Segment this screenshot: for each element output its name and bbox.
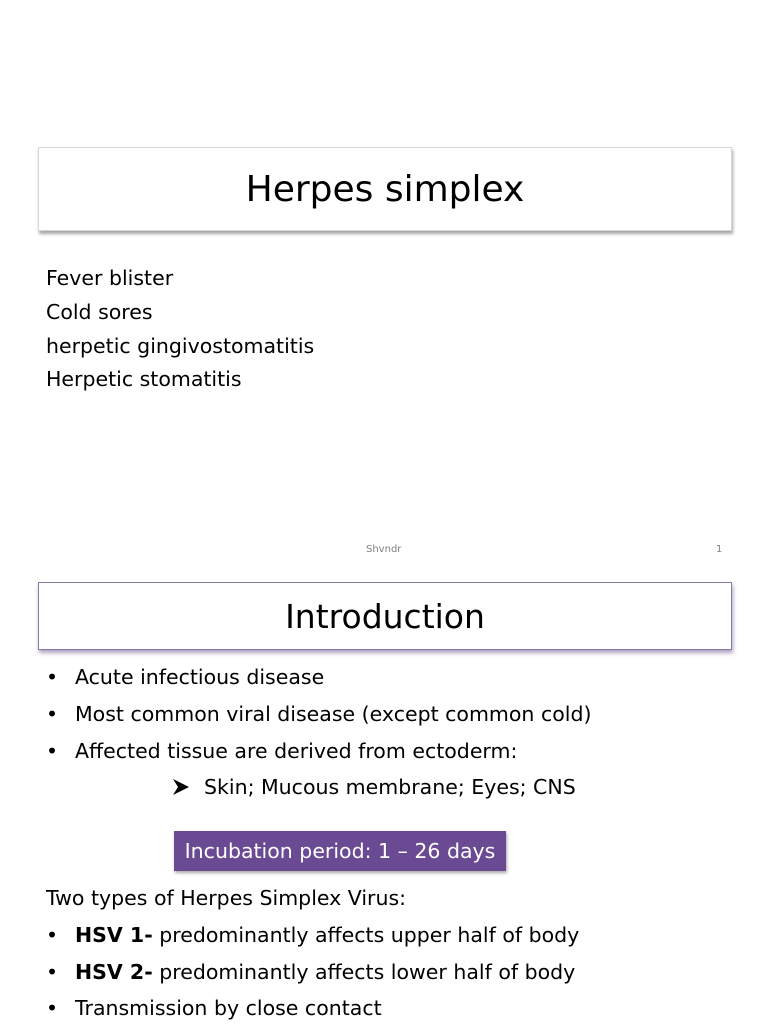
bullet-dot: • bbox=[46, 996, 59, 1020]
bullet-dot: • bbox=[46, 960, 59, 984]
slide1-footer-author: Shvndr bbox=[366, 544, 402, 555]
intro-bullet-3: Affected tissue are derived from ectoderm: bbox=[75, 739, 518, 763]
slide1-page-number: 1 bbox=[716, 544, 723, 555]
hsv1-line bbox=[75, 925, 579, 946]
hsv2-text: predominantly affects lower half of body bbox=[152, 960, 576, 984]
slide2-title: Introduction bbox=[38, 582, 732, 650]
arrow-bullet-icon bbox=[172, 778, 190, 796]
bullet-dot: • bbox=[46, 923, 59, 947]
hsv2-label: HSV 2- bbox=[75, 960, 153, 984]
hsv2-line bbox=[75, 962, 575, 983]
slide1-title: Herpes simplex bbox=[38, 147, 732, 231]
types-heading: Two types of Herpes Simplex Virus: bbox=[46, 886, 407, 910]
intro-sub-item: Skin; Mucous membrane; Eyes; CNS bbox=[204, 775, 576, 799]
bullet-dot: • bbox=[46, 702, 59, 726]
incubation-badge: Incubation period: 1 – 26 days bbox=[174, 831, 506, 871]
slide1-line-cold-sores: Cold sores bbox=[46, 300, 153, 324]
slide1-line-gingivostomatitis: herpetic gingivostomatitis bbox=[46, 334, 315, 358]
hsv1-label: HSV 1- bbox=[75, 923, 153, 947]
bullet-dot: • bbox=[46, 739, 59, 763]
intro-bullet-1: Acute infectious disease bbox=[75, 665, 325, 689]
slide1-line-fever-blister: Fever blister bbox=[46, 266, 174, 290]
slide1-line-stomatitis: Herpetic stomatitis bbox=[46, 367, 242, 391]
transmission-line: Transmission by close contact bbox=[75, 996, 382, 1020]
bullet-dot: • bbox=[46, 665, 59, 689]
intro-bullet-2: Most common viral disease (except common cold) bbox=[75, 702, 592, 726]
hsv1-text: predominantly affects upper half of body bbox=[152, 923, 580, 947]
